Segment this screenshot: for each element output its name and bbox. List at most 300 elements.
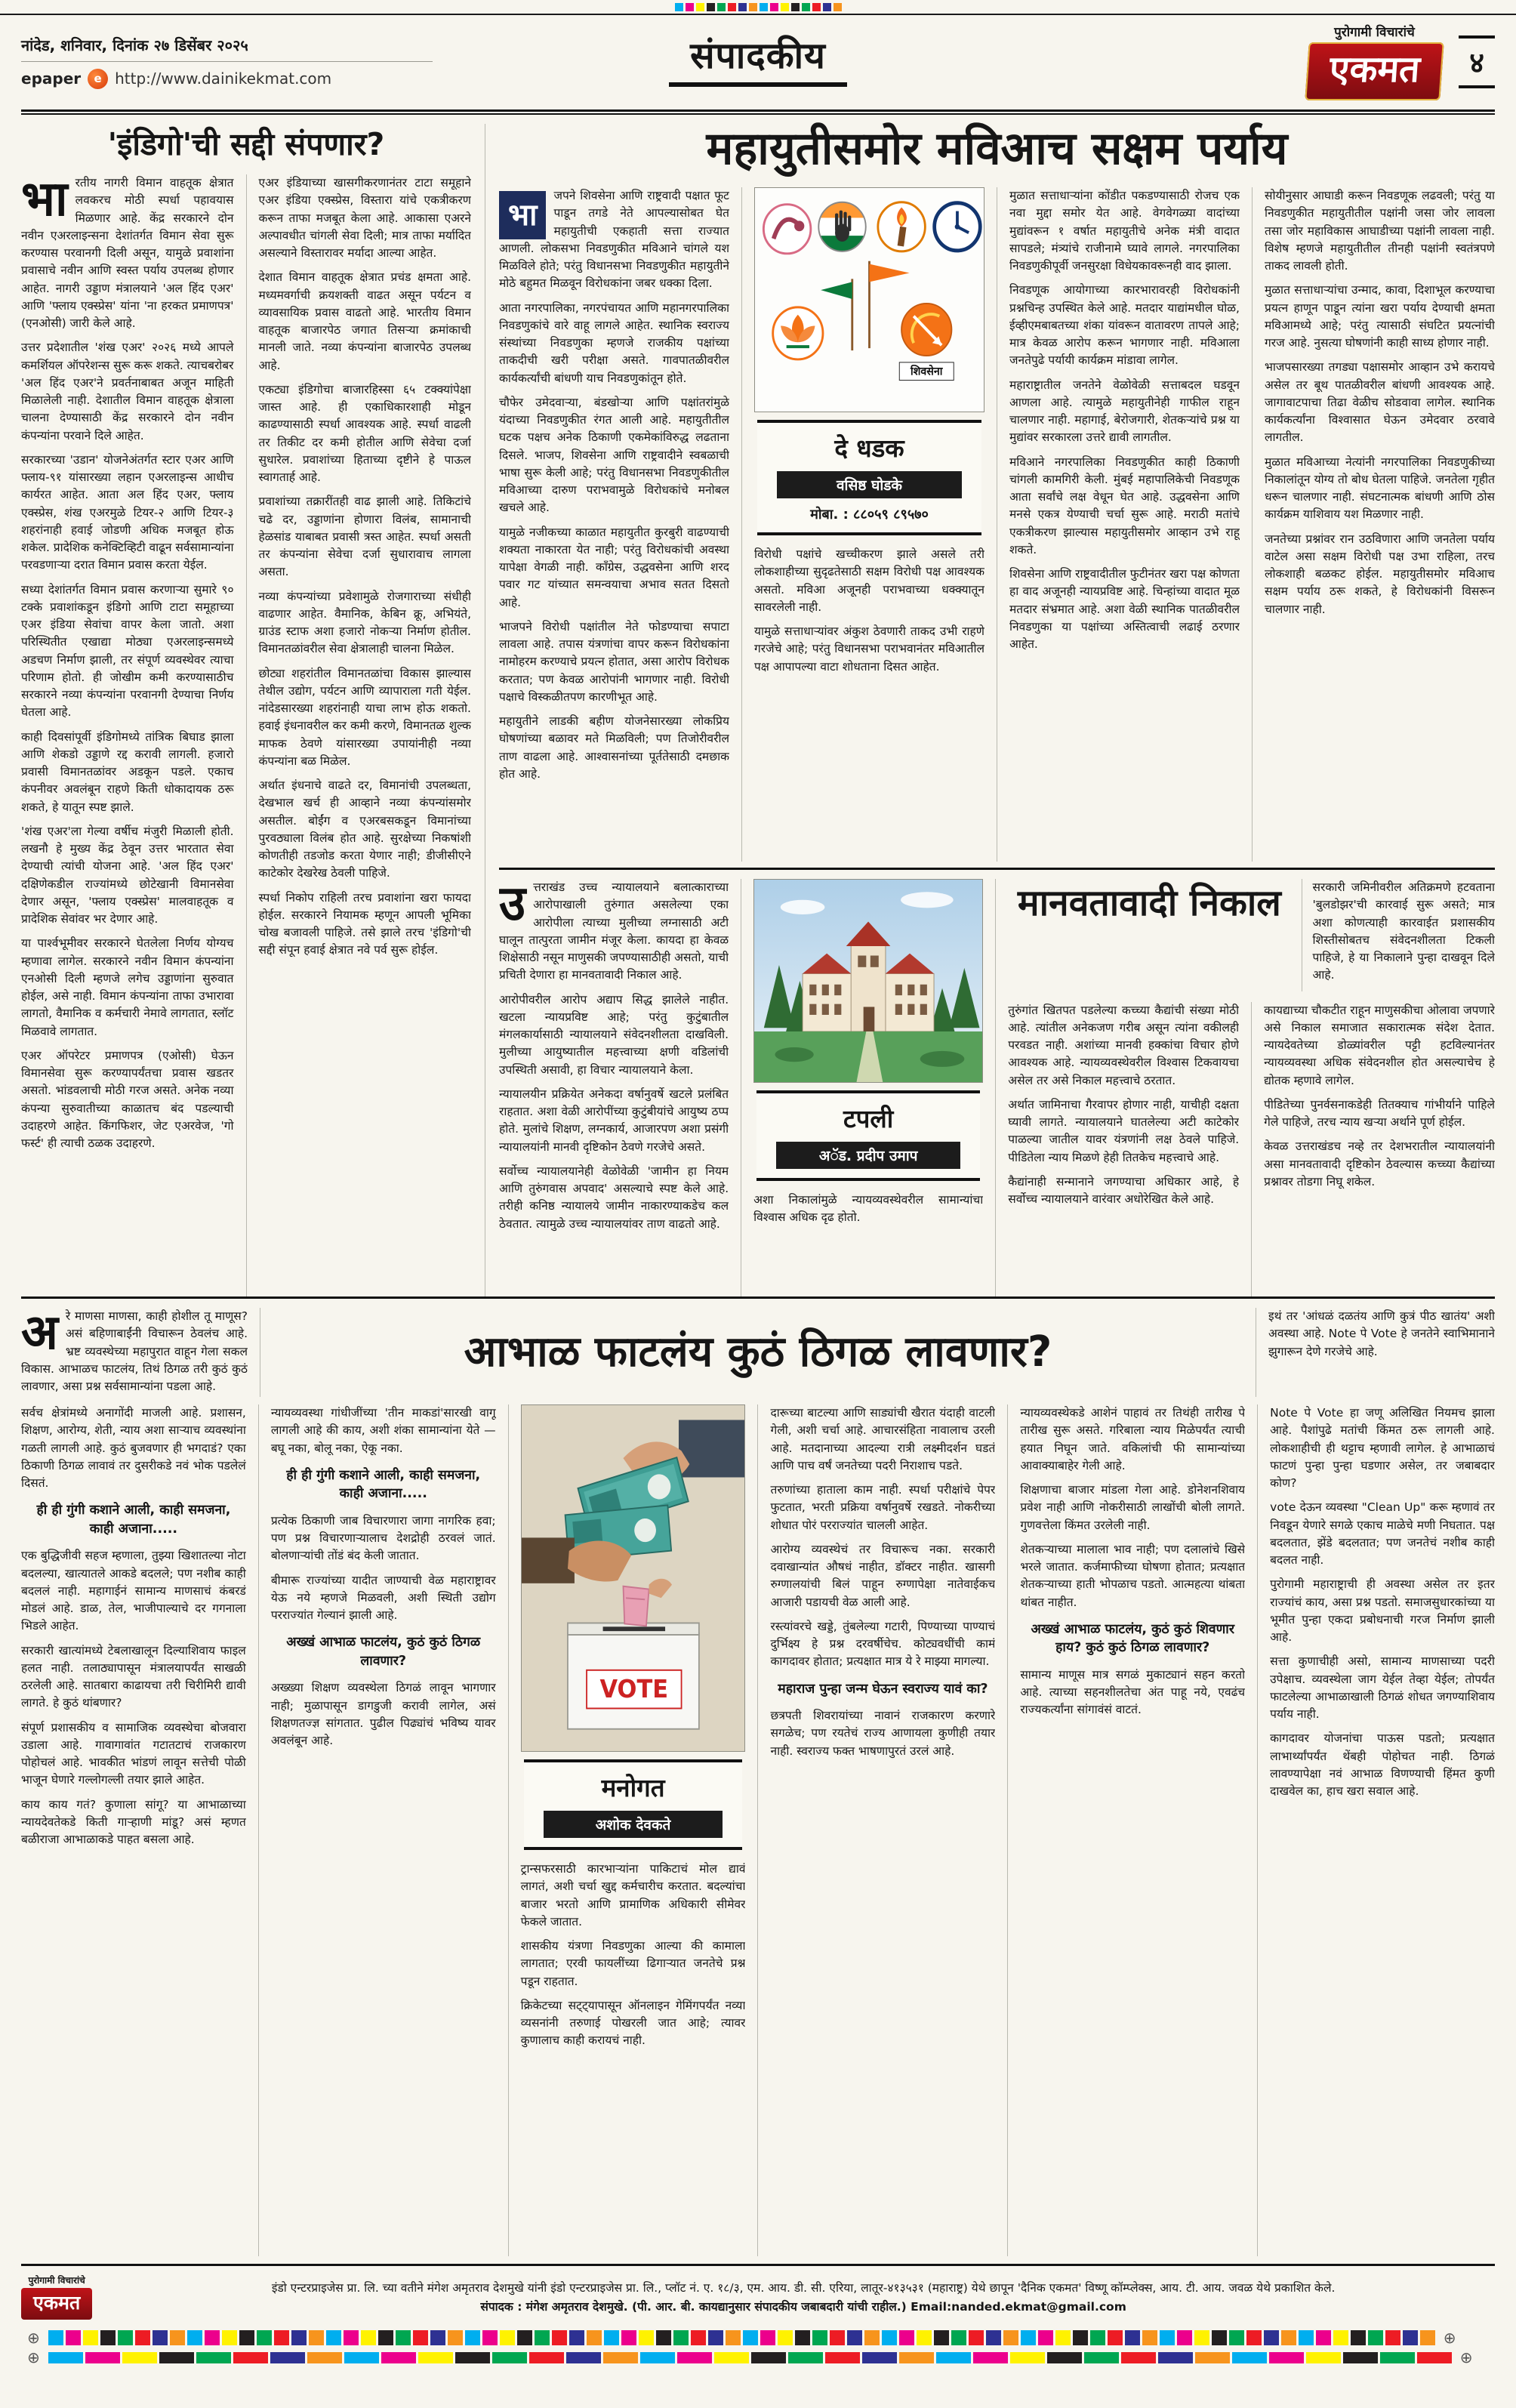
column-text (1009, 187, 1240, 653)
color-patch (122, 2352, 157, 2363)
color-patch (381, 2352, 416, 2363)
color-patch (482, 2330, 498, 2345)
color-patch (569, 2330, 584, 2345)
paragraph: छोट्या शहरांतील विमानतळांचा विकास झाल्यास तेथील उद्योग, पर्यटन आणि व्यापाराला गती येईल. नांदेडसारख्या शहरांनाही याचा लाभ होऊ शकतो. हवाई इंधनावरील कर कमी करणे, विमानतळ शुल्क माफक ठेवणे यांसारख्या उपायांनीही नव्या कंपन्यांना बळ मिळेल. (258, 666, 471, 768)
color-patch (566, 2352, 601, 2363)
footer-tagline: पुरोगामी विचारांचे (28, 2275, 85, 2286)
color-patch (656, 2330, 671, 2345)
columnist-name: अशोक देवकते (544, 1811, 723, 1838)
header-left (21, 35, 433, 89)
column-text (499, 991, 729, 1233)
paragraph: स्पर्धा निकोप राहिली तरच प्रवाशांना खरा फायदा होईल. सरकारने नियामक म्हणून आपली भूमिका चोख बजावली पाहिजे. तसे झाले तरच 'इंडिगो'ची सद्दी संपून हवाई क्षेत्रात नवे पर्व सुरू होईल. (258, 890, 471, 957)
color-patch (291, 2330, 307, 2345)
color-patch (222, 2330, 237, 2345)
color-patch (686, 3, 694, 11)
color-patch (791, 3, 800, 11)
color-patch (973, 2352, 1008, 2363)
paragraph: ट्रान्सफरसाठी कारभाऱ्यांना पाकिटाचं मोल द्यावं लागतं, अशी चर्चा खुद्द कर्मचारीच करतात. बदल्यांचा बाजार भरतो आणि प्रामाणिक अधिकारी सीमेवर फेकले जातात. (520, 1862, 746, 1929)
paragraph: सामान्य माणूस मात्र सगळं मुकाट्यानं सहन करतो आहे. त्याच्या सहनशीलतेचा अंत पाहू नये, एवढंच राज्यकर्त्यांना सांगावंसं वाटतं. (1020, 1667, 1246, 1717)
paragraph: कागदावर योजनांचा पाऊस पडतो; प्रत्यक्षात लाभार्थ्यांपर्यंत थेंबही पोहोचत नाही. ठिगळं लावण्यापेक्षा नवं आभाळ विणण्याची हिंमत कुणी दाखवेल का, हाच खरा सवाल आहे. (1270, 1731, 1495, 1798)
paragraph: सत्ता कुणाचीही असो, सामान्य माणसाच्या पदरी उपेक्षाच. व्यवस्थेला जाग येईल तेव्हा येईल; तोपर्यंत फाटलेल्या आभाळाखाली ठिगळं शोधत जगण्याशिवाय पर्याय नाही. (1270, 1654, 1495, 1721)
top-section (21, 124, 1495, 1299)
text-column (1007, 1404, 1245, 2256)
paragraph: जनतेच्या प्रश्नांवर रान उठविणारा आणि जनतेला पर्याय वाटेल असा सक्षम विरोधी पक्ष उभा राहिला, तरच लोकशाही बळकट होईल. महायुतीसमोर मविआच सक्षम पर्याय ठरू शकते, हे विरोधकांनी विसरून चालणार नाही. (1265, 532, 1495, 616)
color-patch (743, 2330, 758, 2345)
color-patch (788, 2352, 823, 2363)
color-patch (1073, 2330, 1088, 2345)
color-patch (1160, 2330, 1175, 2345)
print-calibration-strips (0, 2323, 1516, 2365)
article-columns (21, 1404, 1495, 2256)
manav-headline-row (1008, 879, 1495, 991)
color-patch (396, 2330, 411, 2345)
footer-logo: एकमत (21, 2288, 92, 2320)
color-patch (830, 2330, 845, 2345)
color-patch (1055, 2330, 1071, 2345)
color-patch (639, 2330, 654, 2345)
color-patch (621, 2330, 636, 2345)
paragraph: तरुणांच्या हाताला काम नाही. स्पर्धा परीक्षांचे पेपर फुटतात, भरती प्रक्रिया वर्षानुवर्षे रखडते. नोकरीच्या शोधात पोरं परराज्यांत चालली आहेत. (770, 1483, 996, 1532)
paragraph: 'शंख एअर'ला गेल्या वर्षीच मंजुरी मिळाली होती. लखनौ हे मुख्य केंद्र ठेवून उत्तर भारतात सेवा देण्याची त्यांची योजना आहे. 'अल हिंद एअर' दक्षिणेकडील राज्यांमध्ये छोटेखानी विमानसेवा देणार असून, 'फ्लाय एक्स्प्रेस' मालवाहतूक व प्रादेशिक सेवांवर भर देणार आहे. (21, 824, 234, 927)
paragraph: अख्ख्या शिक्षण व्यवस्थेला ठिगळं लावून भागणार नाही; मुळापासून डागडुजी करावी लागेल, असं शिक्षणतज्ज्ञ सांगतात. पुढील पिढ्यांचं भविष्य यावर अवलंबून आहे. (270, 1681, 496, 1747)
lead-paragraph (21, 1308, 248, 1395)
paragraph: पीडितेच्या पुनर्वसनाकडेही तितक्याच गांभीर्याने पाहिले गेले पाहिजे, तरच न्याय खऱ्या अर्थाने पूर्ण होईल. (1264, 1097, 1495, 1129)
text-column (499, 187, 729, 862)
columnist-contact: मोबा. : ८८०५९ ८९५७० (810, 507, 929, 523)
header-center (433, 36, 1083, 87)
paragraph: एअर ऑपरेटर प्रमाणपत्र (एओसी) घेऊन विमानसेवा सुरू करण्यापर्यंतचा प्रवास खडतर असतो. भांडवलाची मोठी गरज असते. अनेक नव्या कंपन्या सुरुवातीच्या काळातच बंद पडल्याची उदाहरणे आहेत. किंगफिशर, जेट एअरवेज, 'गो फर्स्ट' ही त्याची ठळक उदाहरणे. (21, 1048, 234, 1151)
color-patch (691, 2330, 706, 2345)
color-patch (1090, 2330, 1105, 2345)
paragraph: शिक्षणाचा बाजार मांडला गेला आहे. डोनेशनशिवाय प्रवेश नाही आणि नोकरीसाठी लाखोंची बोली लागते. गुणवत्तेला किंमत उरलेली नाही. (1020, 1483, 1246, 1532)
color-patch (517, 2330, 532, 2345)
color-patch (675, 3, 683, 11)
color-patch (833, 3, 842, 11)
paragraph: सर्वोच्च न्यायालयानेही वेळोवेळी 'जामीन हा नियम आणि तुरुंगवास अपवाद' असल्याचे स्पष्ट केले आहे. तरीही कनिष्ठ न्यायालये जामीन नाकारण्याकडेच कल ठेवतात. त्यामुळे उच्च न्यायालयांवर ताण वाढतो आहे. (499, 1164, 729, 1231)
paragraph: काही दिवसांपूर्वी इंडिगोमध्ये तांत्रिक बिघाड झाला आणि शेकडो उड्डाणे रद्द करावी लागली. हजारो प्रवासी विमानतळांवर अडकून पडले. एकाच कंपनीवर अवलंबून राहणे किती धोकादायक ठरू शकते, हे यातून स्पष्ट झाले. (21, 729, 234, 814)
paragraph: संपूर्ण प्रशासकीय व सामाजिक व्यवस्थेचा बोजवारा उडाला आहे. गावागावांत गटातटाचं राजकारण पोहोचलं आहे. भावकीत भांडणं लावून सत्तेची पोळी भाजून घेणारे गल्लोगल्ली तयार झाले आहेत. (21, 1720, 246, 1787)
color-patch (492, 2352, 527, 2363)
color-patch (1351, 2330, 1366, 2345)
paragraph: सर्वच क्षेत्रांमध्ये अनागोंदी माजली आहे. प्रशासन, शिक्षण, आरोग्य, शेती, न्याय अशा साऱ्याच व्यवस्थांना गळती लागली आहे. कुठं बुजवणार ही भगदाडं? एका ठिकाणी ठिगळ लावावं तर दुसरीकडे नवं भोक पडलेलं दिसतं. (21, 1406, 246, 1490)
color-patch (640, 2352, 675, 2363)
text-column (1251, 1002, 1495, 1297)
color-patch (951, 2330, 966, 2345)
column-title: मनोगत (601, 1773, 665, 1802)
color-patch (969, 2330, 984, 2345)
color-patch (500, 2330, 515, 2345)
article-headline: 'इंडिगो'ची सद्दी संपणार? (107, 126, 385, 162)
color-patch (344, 2352, 379, 2363)
sub-headline: अख्खं आभाळ फाटलंय, कुठं कुठं शिवणार हाय? कुठं कुठं ठिगळ लावणार? (1031, 1621, 1234, 1656)
columnist-box-dedhadak (757, 420, 981, 535)
color-patch (1417, 2352, 1452, 2363)
color-patch (413, 2330, 428, 2345)
color-patch (708, 2330, 723, 2345)
paragraph: उत्तर प्रदेशातील 'शंख एअर' २०२६ मध्ये आपले कमर्शियल ऑपरेशन्स सुरू करू शकते. त्याचबरोबर 'अल हिंद एअर'ने प्रवर्तनाबाबत अजून माहिती मिळालेली नाही. देशातील विमान वाहतूक क्षेत्राला चालना देण्यासाठी केंद्र सरकारने दोन नवीन कंपन्यांना परवाने दिले आहेत. (21, 341, 234, 442)
column-text (1008, 1002, 1239, 1209)
color-patch (917, 2330, 932, 2345)
color-patch (823, 3, 831, 11)
headline-column (995, 879, 1495, 1296)
color-patch (934, 2330, 949, 2345)
column-text (259, 174, 472, 960)
registration-mark: ⊕ (27, 2329, 40, 2347)
color-patch (738, 3, 747, 11)
color-patch (696, 3, 704, 11)
page-number: ४ (1459, 35, 1495, 88)
color-patch (430, 2330, 445, 2345)
color-patch (1047, 2352, 1082, 2363)
color-patch (48, 2352, 83, 2363)
color-patch (1177, 2330, 1192, 2345)
paragraph: महायुतीने लाडकी बहीण योजनेसारख्या लोकप्रिय घोषणांच्या बळावर मते मिळविली; पण तिजोरीवरील ताण वाढला आहे. आश्वासनांच्या पूर्ततेसाठी दमछाक होत आहे. (499, 714, 729, 781)
paragraph: महाराष्ट्रातील जनतेने वेळोवेळी सत्ताबदल घडवून आणला आहे. त्यामुळे महायुतीनेही गाफील राहून चालणार नाही. महागाई, बेरोजगारी, शेतकऱ्यांचे प्रश्न या मुद्यांवर सरकारला उत्तरे द्यावी लागतील. (1009, 378, 1240, 445)
column-text (1265, 187, 1495, 618)
paragraph: प्रत्येक ठिकाणी जाब विचारणारा जागा नागरिक हवा; पण प्रश्न विचारणाऱ्यालाच देशद्रोही ठरवलं जातं. बोलणाऱ्यांची तोंडं बंद केली जातात. (270, 1513, 496, 1563)
color-patch (1306, 2352, 1341, 2363)
vote-label: VOTE (599, 1673, 668, 1704)
columnist-box-tapali (756, 1090, 980, 1181)
paragraph: क्रिकेटच्या सट्ट्यापासून ऑनलाइन गेमिंगपर्यंत नव्या व्यसनांनी तरुणाई पोखरली जात आहे; त्यावर कुणालाच काही करायचं नाही. (520, 1998, 746, 2048)
page-footer (21, 2264, 1495, 2323)
color-patch (1380, 2352, 1415, 2363)
paragraph: कायद्याच्या चौकटीत राहून माणुसकीचा ओलावा जपणारे असे निकाल समाजात सकारात्मक संदेश देतात. न्यायदेवतेच्या डोळ्यांवरील पट्टी हटविल्यानंतर न्यायव्यवस्था अधिक संवेदनशील होत असल्याचेच हे द्योतक म्हणावे लागेल. (1264, 1003, 1495, 1087)
column-text (271, 1404, 496, 1750)
color-patch (1232, 2352, 1267, 2363)
color-patch (936, 2352, 971, 2363)
color-patch (187, 2330, 202, 2345)
sub-headline: ही ही गुंगी कशाने आली, काही समजना, काही अजाना..... (36, 1503, 231, 1537)
column-text (21, 339, 234, 1152)
lead-text: रे माणसा माणसा, काही होशील तू माणूस? असं बहिणाबाईंनी विचारून ठेवलंच आहे. भ्रष्ट व्यवस्थेच्या महापुरात वाहून गेला सकल विकास. आभाळच फाटलंय, तिथं ठिगळ तरी कुठं कुठं लावणार, असा प्रश्न सर्वसामान्यांना पडला आहे. (21, 1309, 248, 1393)
article-indigo (21, 124, 485, 1296)
color-patch (418, 2352, 453, 2363)
color-patch (899, 2330, 914, 2345)
paragraph: आता नगरपालिका, नगरपंचायत आणि महानगरपालिका निवडणुकांचे वारे वाहू लागले आहेत. स्थानिक स्वराज्य संस्थांच्या निवडणुका म्हणजे राजकीय पक्षांच्या ताकदीची खरी परीक्षा असते. गावपातळीवरील कार्यकर्त्यांची बांधणी याच निवडणुकांतून होते. (499, 301, 729, 385)
paragraph: पुरोगामी महाराष्ट्राची ही अवस्था असेल तर इतर राज्यांचं काय, असा प्रश्न पडतो. समाजसुधारकांच्या या भूमीत पुन्हा एकदा प्रबोधनाची गरज निर्माण झाली आहे. (1270, 1577, 1495, 1644)
color-patch (1403, 2330, 1418, 2345)
color-patch (135, 2330, 150, 2345)
color-patch (552, 2330, 567, 2345)
color-patch (1142, 2330, 1157, 2345)
color-patch (1420, 2330, 1435, 2345)
dropcap: अ (21, 1308, 58, 1361)
color-patch (707, 3, 715, 11)
cash-for-vote-image (521, 1404, 746, 1752)
paragraph: न्यायव्यवस्थेकडे आशेनं पाहावं तर तिथंही तारीख पे तारीख सुरू असते. गरिबाला न्याय मिळेपर्यंत त्याची हयात निघून जाते. वकिलांची फी सामान्यांच्या आवाक्याबाहेर गेली आहे. (1020, 1406, 1246, 1472)
paragraph: मुळात सत्ताधाऱ्यांचा उन्माद, कावा, दिशाभूल करण्याचा प्रयत्न हाणून पाडून त्यांना खरा पर्याय देण्याची क्षमता मविआमध्ये आहे; परंतु त्यासाठी संघटित प्रयत्नांची गरज आहे. नुसत्या घोषणांनी काही साध्य होणार नाही. (1265, 283, 1495, 350)
paragraph: मुळात सत्ताधाऱ्यांना कोंडीत पकडण्यासाठी रोजच एक नवा मुद्दा समोर येत आहे. वेगवेगळ्या वादांच्या मुद्यांवरून १ वर्षात महायुतीचे अनेक मंत्री वादात सापडले; मंत्र्यांचे राजीनामे घ्यावे लागले. नगरपालिका निवडणुकीपूर्वी जनसुरक्षा विधेयकावरूनही वाद झाला. (1009, 189, 1240, 273)
color-patch (1299, 2330, 1314, 2345)
paragraph: दारूच्या बाटल्या आणि साड्यांची खैरात यंदाही वाटली गेली, अशी चर्चा आहे. आचारसंहिता नावालाच उरली आहे. मतदानाच्या आदल्या रात्री लक्ष्मीदर्शन घडतं आणि पाच वर्षं जनतेच्या पदरी निराशाच पडते. (770, 1406, 996, 1472)
bow-arrow-icon (901, 304, 951, 356)
lead-text: जपने शिवसेना आणि राष्ट्रवादी पक्षात फूट पाडून तगडे नेते आपल्यासोबत घेत महायुतीची एकहाती सत्ता राज्यात आणली. लोकसभा निवडणुकीत मविआने चांगले यश मिळविले होते; परंतु विधानसभा निवडणुकीत महायुतीने मोठे बहुमत मिळवून विरोधकांना जबर धक्का दिला. (499, 189, 729, 291)
column-title: टपली (843, 1104, 894, 1133)
color-patch (535, 2330, 550, 2345)
right-stack (485, 124, 1495, 1296)
paragraph: छत्रपती शिवरायांच्या नावानं राजकारण करणारे सगळेच; पण रयतेचं राज्य आणायला कुणीही तयार नाही. स्वराज्य फक्त भाषणापुरतं उरलं आहे. (770, 1709, 996, 1758)
columnist-box-manogat (524, 1759, 743, 1850)
color-patch (1021, 2330, 1036, 2345)
color-patch (455, 2352, 490, 2363)
page-header (0, 15, 1516, 109)
text-column (21, 1404, 246, 2256)
text-column (258, 1404, 496, 2256)
color-patch (48, 2330, 63, 2345)
article-headline: मानवतावादी निकाल (1017, 882, 1281, 924)
paragraph: आरोपीवरील आरोप अद्याप सिद्ध झालेले नाहीत. खटला न्यायप्रविष्ट आहे; परंतु कुटुंबातील मंगलकार्यासाठी न्यायालयाने संवेदनशीलता दाखविली. मुलीच्या आयुष्यातील महत्त्वाच्या क्षणी वडिलांची उपस्थिती असावी, हा विचार न्यायालयाने केला. (499, 992, 729, 1077)
website-url[interactable]: http://www.dainikekmat.com (115, 69, 332, 88)
color-patch (1010, 2352, 1045, 2363)
paragraph: कैद्यांनाही सन्मानाने जगण्याचा अधिकार आहे, हे सर्वोच्च न्यायालयाने वारंवार अधोरेखित केले आहे. (1008, 1174, 1240, 1206)
paragraph: एअर इंडियाच्या खासगीकरणानंतर टाटा समूहाने एअर इंडिया एक्स्प्रेस, विस्तारा यांचे एकत्रीकरण करून ताफा मजबूत केला आहे. आकासा एअरने अल्पावधीत चांगली सेवा दिली; मात्र ताफा मर्यादित असल्याने विस्तारावर मर्यादा आल्या आहेत. (258, 176, 471, 261)
color-patch (159, 2352, 194, 2363)
paragraph: आरोग्य व्यवस्थेचं तर विचारूच नका. सरकारी दवाखान्यांत औषधं नाहीत, डॉक्टर नाहीत. खासगी रुग्णालयांची बिलं पाहून रुग्णापेक्षा नातेवाईकच आजारी पडायची वेळ आली आहे. (770, 1542, 996, 1609)
feature-column (508, 1404, 746, 2256)
color-patch (1343, 2352, 1378, 2363)
dateline: नांदेड, शनिवार, दिनांक २७ डिसेंबर २०२५ (21, 35, 433, 62)
registration-mark: ⊕ (27, 2348, 40, 2366)
color-patch (795, 2330, 810, 2345)
paragraph: चौफेर उमेदवाऱ्या, बंडखोऱ्या आणि पक्षांतरांमुळे यंदाच्या निवडणुकीत रंगत आली आहे. महायुतीतील घटक पक्षच अनेक ठिकाणी एकमेकांविरुद्ध लढताना दिसले. भाजप, शिवसेना आणि राष्ट्रवादीने स्वबळाची भाषा सुरू केली आहे; परंतु विधानसभा निवडणुकीतील मविआच्या दारुण पराभवामुळे विरोधकांचे मनोबल खचले आहे. (499, 395, 729, 515)
lead-text: त्तराखंड उच्च न्यायालयाने बलात्काराच्या आरोपाखाली तुरुंगात असलेल्या एका आरोपीला त्याच्या मुलीच्या लग्नासाठी अटी घालून तात्पुरता जामीन मंजूर केला. कायदा हा केवळ शिक्षेसाठी नसून माणुसकी जपण्यासाठीही असतो, याची प्रचिती देणारा हा मानवतावादी निकाल आहे. (499, 880, 729, 982)
paragraph: रस्त्यांवरचे खड्डे, तुंबलेल्या गटारी, पिण्याच्या पाण्याचं दुर्भिक्ष्य हे प्रश्न दरवर्षीचेच. कोट्यवधींची कामं कागदावर होतात; प्रत्यक्षात मात्र ये रे माझ्या मागल्या. (770, 1619, 996, 1669)
color-patch (726, 2330, 741, 2345)
text-column (21, 174, 234, 1296)
color-patch (118, 2330, 133, 2345)
paragraph: अर्थात जामिनाचा गैरवापर होणार नाही, याचीही दक्षता घ्यावी लागते. न्यायालयाने घातलेल्या अटी काटेकोर पाळल्या जातील यावर यंत्रणांनी लक्ष ठेवले पाहिजे. पीडितेला न्याय मिळणे हेही तितकेच महत्त्वाचे आहे. (1008, 1097, 1240, 1164)
column-text (1268, 1308, 1495, 1397)
color-patch (465, 2330, 480, 2345)
color-patch (760, 2330, 775, 2345)
paragraph: मुळात मविआच्या नेत्यांनी नगरपालिका निवडणुकीच्या निकालांतून योग्य तो बोध घेतला पाहिजे. जनतेला गृहीत धरून चालणार नाही. संघटनात्मक बांधणी आणि ठोस कार्यक्रम याशिवाय यश मिळणार नाही. (1265, 455, 1495, 522)
text-column (1257, 1404, 1495, 2256)
color-patch (307, 2352, 342, 2363)
email[interactable]: Email:nanded.ekmat@gmail.com (911, 2300, 1126, 2314)
imprint-line1: इंडो एन्टरप्राइजेस प्रा. लि. च्या वतीने मंगेश अमृतराव देशमुखे यांनी इंडो एन्टरप्राइजेस प्रा. लि., प्लॉट नं. ए. १८/३, एम. आय. डी. सी. एरिया, लातूर-४१३५३१ (महाराष्ट्र) येथे छापून 'दैनिक एकमत' विष्णू कॉम्प्लेक्स, आय. टी. आय. जवळ येथे प्रकाशित केले. (271, 2281, 1336, 2295)
color-patch (1316, 2330, 1331, 2345)
paragraph: बीमारू राज्यांच्या यादीत जाण्याची वेळ महाराष्ट्रावर येऊ नये म्हणजे मिळवली, अशी स्थिती उद्योग परराज्यांत गेल्यानं झाली आहे. (270, 1573, 496, 1622)
paragraph: शेतकऱ्याच्या मालाला भाव नाही; पण दलालांचे खिसे भरले जातात. कर्जमाफीच्या घोषणा होतात; प्रत्यक्षात शेतकऱ्याच्या हाती भोपळाच पडतो. आत्महत्या थांबता थांबत नाहीत. (1020, 1542, 1246, 1609)
color-patch (309, 2330, 324, 2345)
color-patch (378, 2330, 393, 2345)
cmyk-registration-marks (675, 3, 842, 11)
sub-headline: महाराज पुन्हा जन्म घेऊन स्वराज्य यावं का? (778, 1681, 988, 1697)
color-patch (326, 2330, 341, 2345)
color-patch (781, 3, 789, 11)
color-patch (1212, 2330, 1227, 2345)
article-columns (499, 187, 1495, 862)
ballot-paper-icon (623, 1586, 649, 1626)
article-columns (499, 879, 1495, 1296)
paragraph: भाजपने विरोधी पक्षांतील नेते फोडण्याचा सपाटा लावला आहे. तपास यंत्रणांचा वापर करून विरोधकांना नामोहरम करण्याचे प्रयत्न होतात, असा आरोप विरोधक करतात; पण केवळ आरोपांनी भागणार नाही. विरोधी पक्षाचे विस्कळीतपण कारणीभूत आहे. (499, 619, 729, 704)
paragraph: अर्थात इंधनाचे वाढते दर, विमानांची उपलब्धता, देखभाल खर्च ही आव्हाने नव्या कंपन्यांसमोर असतील. बोईंग व एअरबसकडून विमानांच्या पुरवठ्याला विलंब होत आहे. सुरक्षेच्या निकषांशी कोणतीही तडजोड करता येणार नाही; डीजीसीएने काटेकोर देखरेख ठेवली पाहिजे. (258, 779, 471, 880)
color-patch (802, 3, 810, 11)
color-patch (448, 2330, 463, 2345)
top-registration-bar (0, 0, 1516, 15)
text-column (246, 174, 472, 1296)
color-patch (717, 3, 726, 11)
paragraph: भाजपसारख्या तगड्या पक्षासमोर आव्हान उभे करायचे असेल तर बूथ पातळीवरील बांधणी आवश्यक आहे. जागावाटपाचा तिढा वेळीच सोडवावा लागेल. स्थानिक कार्यकर्त्यांना विश्वासात घेऊन उमेदवार ठरवावे लागतील. (1265, 360, 1495, 445)
color-patch (1108, 2330, 1123, 2345)
registration-mark: ⊕ (1459, 2348, 1473, 2366)
color-patch (1121, 2352, 1156, 2363)
article-headline: आभाळ फाटलंय कुठं ठिगळ लावणार? (464, 1327, 1052, 1377)
masthead-logo: एकमत (1305, 42, 1444, 100)
court-building-svg (754, 880, 982, 1082)
paragraph: सरकारी जमिनीवरील अतिक्रमणे हटवताना 'बुलडोझर'ची कारवाई सुरू असते; मात्र अशा कोणत्याही कारवाईत प्रशासकीय शिस्तीसोबतच संवेदनशीलता टिकली पाहिजे, हे या निकालाने पुन्हा दाखवून दिले आहे. (1312, 880, 1495, 982)
color-patch (728, 3, 736, 11)
color-patch (170, 2330, 185, 2345)
color-strip-row (21, 2330, 1495, 2345)
color-patch (1246, 2330, 1262, 2345)
article-headline: महायुतीसमोर मविआच सक्षम पर्याय (706, 122, 1288, 175)
column-text (1264, 1002, 1495, 1192)
header-right (1083, 23, 1495, 100)
column-text (1020, 1404, 1245, 1719)
color-patch (882, 2330, 897, 2345)
paragraph: या पार्श्वभूमीवर सरकारने घेतलेला निर्णय योग्यच म्हणावा लागेल. सरकारने नवीन विमान कंपन्यांना एनओसी दिली म्हणजे लगेच उड्डाणांना सुरुवात होईल, असे नाही. विमान कंपन्यांना ताफा उभारावा लागतो, वैमानिक व कर्मचारी नेमावे लागतात, स्लॉट मिळवावे लागतात. (21, 936, 234, 1038)
paragraph: तुरुंगांत खितपत पडलेल्या कच्च्या कैद्यांची संख्या मोठी आहे. त्यांतील अनेकजण गरीब असून त्यांना वकीलही परवडत नाही. अशांच्या मानवी हक्कांचा विचार होणे आवश्यक आहे. न्यायव्यवस्थेवरील विश्वास टिकवायचा असेल तर असे निकाल महत्त्वाचे ठरतात. (1008, 1003, 1240, 1087)
color-patch (1003, 2330, 1018, 2345)
color-patch (239, 2330, 254, 2345)
paragraph: मविआने नगरपालिका निवडणुकीत काही ठिकाणी चांगली कामगिरी केली. मुंबई महापालिकेची निवडणूक आता सर्वांचे लक्ष वेधून घेत आहे. उद्धवसेना आणि मनसे एकत्र येण्याची चर्चा सुरू आहे. मराठी मतांचे एकत्रीकरण झाल्यास महायुतीसमोर आव्हान उभे राहू शकते. (1009, 455, 1240, 557)
footer-masthead (21, 2274, 92, 2320)
party-symbols-svg (755, 188, 984, 412)
paragraph: विरोधी पक्षांचे खच्चीकरण झाले असले तरी लोकशाहीच्या सुदृढतेसाठी सक्षम विरोधी पक्ष आवश्यक असतो. मविआ अजूनही पराभवाच्या धक्क्यातून सावरलेली नाही. (754, 547, 984, 614)
color-patch (778, 2330, 793, 2345)
color-patch (751, 2352, 786, 2363)
columnist-name: वसिष्ठ घोडके (777, 471, 962, 498)
color-strip-row (21, 2350, 1495, 2365)
color-patch (274, 2330, 289, 2345)
column-text (521, 1861, 746, 2050)
bottom-headline-row (21, 1308, 1495, 1397)
court-building-image (753, 879, 983, 1083)
color-patch (1229, 2330, 1244, 2345)
color-patch (529, 2352, 564, 2363)
feature-column (741, 879, 983, 1296)
color-patch (825, 2352, 860, 2363)
epaper-label[interactable]: epaper (21, 69, 82, 88)
color-patch (760, 3, 768, 11)
color-patch (344, 2330, 359, 2345)
sub-headline: अख्खं आभाळ फाटलंय, कुठं कुठं ठिगळ लावणार? (286, 1635, 481, 1669)
color-patch (749, 3, 757, 11)
imprint-line2 (112, 2298, 1495, 2314)
color-patch (1385, 2330, 1400, 2345)
column-text (499, 300, 729, 784)
color-patch (847, 2330, 862, 2345)
color-strip (48, 2352, 1452, 2363)
text-column (997, 187, 1240, 862)
bjp-lotus-icon (773, 307, 823, 359)
color-patch (864, 2330, 880, 2345)
headline-cell (260, 1308, 1256, 1397)
column-text (754, 546, 984, 676)
paragraph: निवडणूक आयोगाच्या कारभारावरही विरोधकांनी प्रश्नचिन्ह उपस्थित केले आहे. मतदार याद्यांमधील घोळ, ईव्हीएमबाबतच्या शंका यांवरून वातावरण तापले आहे; मात्र केवळ आरोप करून भागणार नाही. मविआला जनतेपुढे पर्यायी कार्यक्रम मांडावा लागेल. (1009, 283, 1240, 368)
paragraph: सोयीनुसार आघाडी करून निवडणूक लढवली; परंतु या निवडणुकीत महायुतीतील पक्षांनी जसा जोर लावला तसा जोर महाविकास आघाडीच्या पक्षांनी लावला नाही. विशेष म्हणजे महायुतीतील तीनही पक्षांनी स्वतंत्रपणे ताकद लावली होती. (1265, 189, 1495, 273)
color-patch (587, 2330, 602, 2345)
color-patch (770, 3, 778, 11)
color-patch (85, 2352, 120, 2363)
paragraph: काय काय गतं? कुणाला सांगू? या आभाळाच्या न्यायदेवतेकडे किती गाऱ्हाणी मांडू? असं म्हणत बळीराजा आभाळाकडे पाहत बसला आहे. (21, 1797, 246, 1846)
color-patch (603, 2352, 638, 2363)
color-patch (1264, 2330, 1279, 2345)
masthead (1307, 23, 1442, 100)
color-patch (196, 2352, 231, 2363)
column-text (1302, 879, 1495, 991)
paragraph: vote देऊन व्यवस्था "Clean Up" करू म्हणावं तर निवडून येणारे सगळे एकाच माळेचे मणी निघतात. पक्ष बदलतात, झेंडे बदलतात; पण जनतेचं नशीब काही बदलत नाही. (1270, 1500, 1495, 1567)
article-columns (21, 174, 471, 1296)
paragraph: केवळ उत्तराखंडच नव्हे तर देशभरातील न्यायालयांनी असा मानवतावादी दृष्टिकोन ठेवल्यास कच्च्या कैद्यांच्या प्रश्नावर तोडगा निघू शकेल. (1264, 1139, 1495, 1189)
color-patch (1368, 2330, 1383, 2345)
cash-for-vote-svg (522, 1405, 745, 1751)
editor-line: संपादक : मंगेश अमृतराव देशमुखे. (पी. आर. बी. कायद्यानुसार संपादकीय जबाबदारी यांची राहील.) (480, 2300, 907, 2314)
color-patch (677, 2352, 712, 2363)
paragraph: एक बुद्धिजीवी सहज म्हणाला, तुझ्या खिशातल्या नोटा बदलल्या, खात्यातले आकडे बदलले; पण नशीब काही बदललं नाही. महागाईनं सामान्य माणसाचं कंबरडं मोडलं आहे. डाळ, तेल, भाजीपाल्याचे दर गगनाला भिडले आहेत. (21, 1549, 246, 1633)
column-text (1270, 1404, 1495, 1800)
paragraph: नव्या कंपन्यांच्या प्रवेशामुळे रोजगाराच्या संधीही वाढणार आहेत. वैमानिक, केबिन क्रू, अभियंते, ग्राउंड स्टाफ अशा हजारो नोकऱ्या निर्माण होतील. विमानतळांवरील सेवा क्षेत्रालाही चालना मिळेल. (258, 589, 471, 656)
color-patch (1158, 2352, 1193, 2363)
clock-icon (935, 203, 981, 251)
column-title: दे धडक (834, 433, 904, 463)
paragraph: इथं तर 'आंधळं दळतंय आणि कुत्रं पीठ खातंय' अशी अवस्था आहे. Note पे Vote हे जनतेने स्वाभिमानाने झुगारून देणे गरजेचे आहे. (1268, 1309, 1495, 1358)
color-patch (862, 2352, 897, 2363)
columnist-name: अॅड. प्रदीप उमाप (776, 1142, 960, 1169)
color-patch (604, 2330, 619, 2345)
masthead-tagline: पुरोगामी विचारांचे (1334, 25, 1415, 40)
color-patch (986, 2330, 1001, 2345)
paragraph: देशात विमान वाहतूक क्षेत्रात प्रचंड क्षमता आहे. मध्यमवर्गाची क्रयशक्ती वाढत असून पर्यटन व व्यावसायिक प्रवास वाढतो आहे. भारतीय विमान वाहतूक बाजारपेठ जगात तिसऱ्या क्रमांकाची मानली जाते. नव्या कंपन्यांना बाजारपेठ उपलब्ध आहे. (258, 270, 471, 372)
text-column (757, 1404, 995, 2256)
section-title: संपादकीय (669, 36, 847, 87)
color-patch (205, 2330, 220, 2345)
article-aabhal (21, 1299, 1495, 2256)
trumpet-icon (763, 205, 810, 254)
text-column (499, 879, 729, 1296)
color-patch (1038, 2330, 1053, 2345)
color-patch (361, 2330, 376, 2345)
lead-paragraph (499, 879, 729, 985)
color-patch (1084, 2352, 1119, 2363)
paragraph: न्यायालयीन प्रक्रियेत अनेकदा वर्षानुवर्षे खटले प्रलंबित राहतात. अशा वेळी आरोपींच्या कुटुंबीयांचे आयुष्य ठप्प होते. मुलांचे शिक्षण, लग्नकार्य, आजारपण अशा प्रसंगी न्यायालयांनी मानवी दृष्टिकोन ठेवणे गरजेचे असते. (499, 1087, 729, 1154)
color-patch (100, 2330, 116, 2345)
paragraph: न्यायव्यवस्था गांधीजींच्या 'तीन माकडां'सारखी वागू लागली आहे की काय, अशी शंका सामान्यांना येते — बघू नका, बोलू नका, ऐकू नका. (270, 1406, 496, 1455)
paragraph: यामुळे सत्ताधाऱ्यांवर अंकुश ठेवणारी ताकद उभी राहणे गरजेचे आहे; परंतु विधानसभा पराभवानंतर मविआतील पक्ष आपापल्या वाटा शोधताना दिसत आहेत. (754, 624, 984, 674)
color-patch (812, 2330, 827, 2345)
color-patch (233, 2352, 268, 2363)
article-mahayuti (499, 124, 1495, 870)
color-patch (83, 2330, 98, 2345)
lead-paragraph (499, 187, 729, 293)
paragraph: एकट्या इंडिगोचा बाजारहिस्सा ६५ टक्क्यांपेक्षा जास्त आहे. ही एकाधिकारशाही मोडून काढण्यासाठी स्पर्धा आवश्यक आहे. स्पर्धा वाढली तर तिकीट दर कमी होतील आणि सेवेचा दर्जा सुधारेल. प्रवाशांच्या हिताच्या दृष्टीने हे पाऊल स्वागतार्ह आहे. (258, 382, 471, 485)
color-patch (812, 3, 821, 11)
color-patch (1194, 2330, 1209, 2345)
color-patch (673, 2330, 689, 2345)
color-patch (899, 2352, 934, 2363)
color-strip (48, 2330, 1435, 2345)
imprint-lines (112, 2277, 1495, 2317)
dropcap: भा (499, 191, 546, 239)
paragraph: यामुळे नजीकच्या काळात महायुतीत कुरबुरी वाढण्याची शक्यता नाकारता येत नाही; परंतु विरोधकांची अवस्था यापेक्षा वेगळी नाही. काँग्रेस, उद्धवसेना आणि शरद पवार गट यांच्यात समन्वयाचा अभाव सतत दिसतो आहे. (499, 525, 729, 609)
color-patch (66, 2330, 81, 2345)
lead-text: रतीय नागरी विमान वाहतूक क्षेत्रात लवकरच मोठी स्पर्धा पहावयास मिळणार आहे. केंद्र सरकारने दोन नवीन एअरलाइन्सना देशांतर्गत विमान सेवा सुरू करण्यास परवानगी दिली असून, यामुळे प्रवाशांना प्रवासाचे नवीन आणि स्वस्त पर्याय उपलब्ध होणार आहेत. नागरी उड्डाण मंत्रालयाने 'अल हिंद एअर' आणि 'फ्लाय एक्स्प्रेस' यांना 'ना हरकत प्रमाणपत्र' (एनओसी) जारी केले आहे. (21, 176, 234, 331)
epaper-icon: e (88, 69, 108, 89)
paragraph: शासकीय यंत्रणा निवडणुका आल्या की कामाला लागतात; एरवी फायलींच्या ढिगाऱ्यात जनतेचे प्रश्न पडून राहतात. (520, 1939, 746, 1988)
text-column (21, 1308, 248, 1397)
